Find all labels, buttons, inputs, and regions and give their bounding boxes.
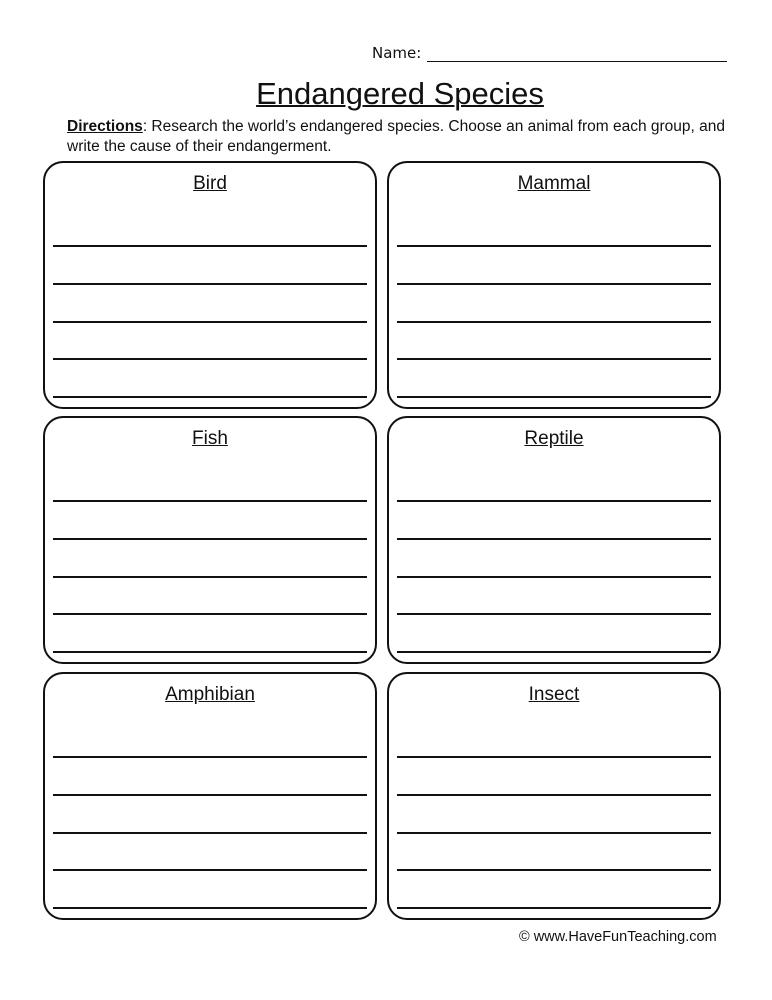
directions	[67, 117, 727, 157]
page-title: Endangered Species	[256, 76, 544, 111]
box-insect	[387, 672, 721, 920]
writing-line[interactable]	[397, 321, 711, 323]
box-label: Fish	[192, 428, 228, 449]
box-label: Amphibian	[165, 684, 255, 705]
writing-line[interactable]	[397, 576, 711, 578]
writing-line[interactable]	[53, 869, 367, 871]
writing-line[interactable]	[397, 832, 711, 834]
writing-line[interactable]	[53, 832, 367, 834]
name-field[interactable]	[372, 44, 727, 62]
copyright-footer: © www.HaveFunTeaching.com	[519, 929, 717, 945]
box-label: Insect	[528, 684, 580, 705]
box-reptile	[387, 416, 721, 664]
directions-text: : Research the world’s endangered species. Choose an animal from each group, and write the cause of their endangerment.	[67, 118, 725, 155]
writing-line[interactable]	[397, 245, 711, 247]
box-mammal	[387, 161, 721, 409]
writing-line[interactable]	[53, 538, 367, 540]
writing-line[interactable]	[397, 869, 711, 871]
name-label: Name:	[372, 44, 422, 62]
writing-line[interactable]	[53, 358, 367, 360]
box-label: Bird	[193, 173, 227, 194]
writing-line[interactable]	[53, 651, 367, 653]
writing-line[interactable]	[397, 358, 711, 360]
writing-line[interactable]	[53, 245, 367, 247]
writing-line[interactable]	[53, 756, 367, 758]
writing-line[interactable]	[53, 396, 367, 398]
writing-line[interactable]	[53, 500, 367, 502]
writing-line[interactable]	[397, 283, 711, 285]
writing-line[interactable]	[397, 396, 711, 398]
writing-line[interactable]	[53, 794, 367, 796]
writing-line[interactable]	[397, 613, 711, 615]
writing-line[interactable]	[53, 613, 367, 615]
box-label: Reptile	[524, 428, 584, 449]
writing-line[interactable]	[397, 651, 711, 653]
writing-line[interactable]	[53, 907, 367, 909]
writing-line[interactable]	[53, 321, 367, 323]
writing-line[interactable]	[397, 500, 711, 502]
writing-line[interactable]	[53, 283, 367, 285]
writing-line[interactable]	[397, 907, 711, 909]
writing-line[interactable]	[397, 794, 711, 796]
writing-line[interactable]	[53, 576, 367, 578]
box-fish	[43, 416, 377, 664]
writing-line[interactable]	[397, 756, 711, 758]
name-line[interactable]	[427, 45, 727, 62]
box-amphibian	[43, 672, 377, 920]
box-label: Mammal	[517, 173, 591, 194]
writing-line[interactable]	[397, 538, 711, 540]
directions-label: Directions	[67, 118, 143, 135]
box-bird	[43, 161, 377, 409]
